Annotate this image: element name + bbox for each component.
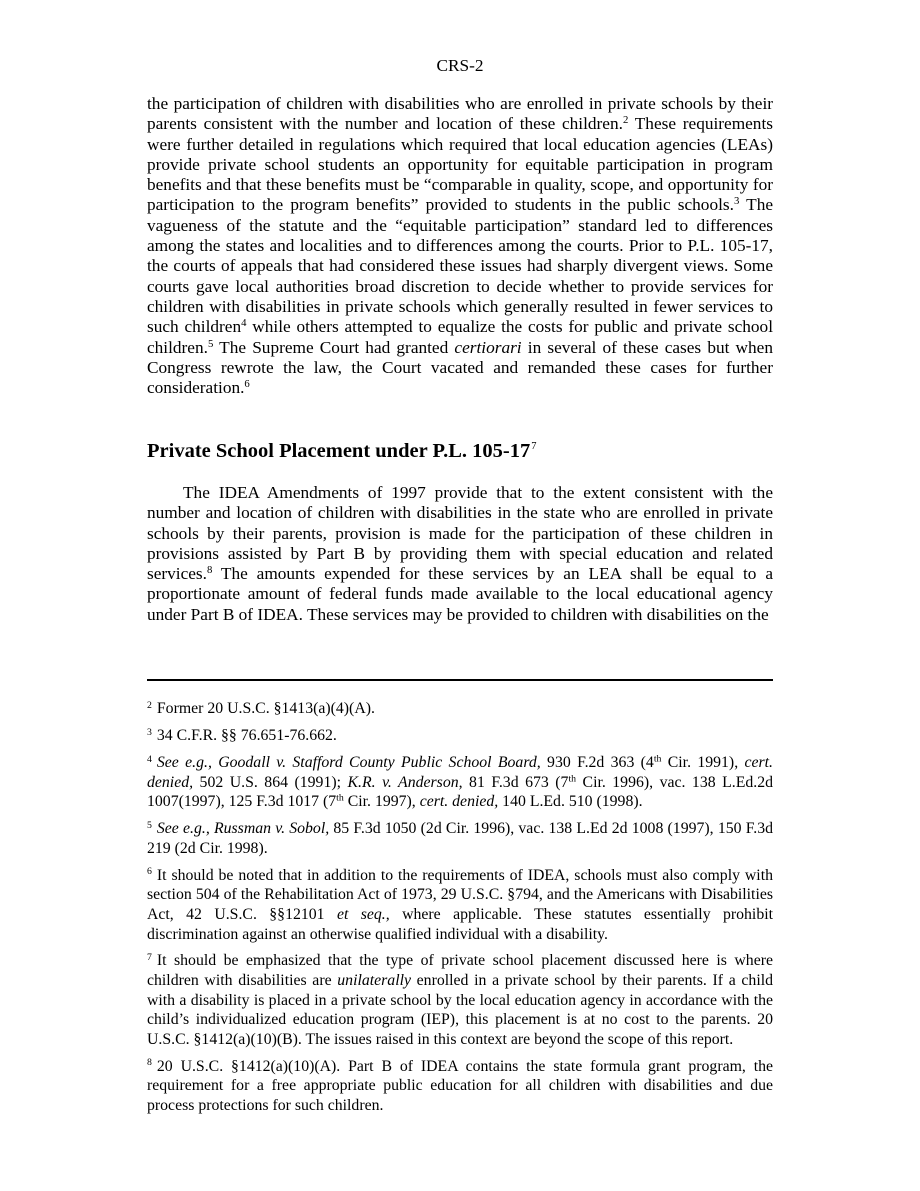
footnote-number: 3 — [147, 726, 152, 738]
italic-text-run: cert. denied, — [419, 793, 499, 811]
text-run: in several of these cases but when Congress rewrote the law, the Court vacated and remanded these cases for further consideration. — [147, 337, 773, 398]
footnote-ref: 5 — [207, 337, 214, 350]
ordinal-superscript: th — [653, 753, 662, 765]
text-run: 20 U.S.C. §1412(a)(10)(A). Part B of IDEA contains the state formula grant program, the requirement for a free appropriate public education for all children with disabilities and due process protections for such children. — [147, 1057, 773, 1115]
italic-text-run: See e.g., Goodall v. Stafford County Public School Board, — [156, 753, 541, 771]
text-run: Cir. 1991), — [661, 753, 745, 771]
text-run: 140 L.Ed. 510 (1998). — [498, 793, 643, 811]
footnote-ref: 8 — [206, 564, 213, 577]
text-run: the participation of children with disabilities who are enrolled in private schools by their parents consistent with the number and location of these children. — [147, 94, 773, 134]
text-run: It should be noted that in addition to the requirements of IDEA, schools must also comply with section 504 of the Rehabilitation Act of 1973, 29 U.S.C. §794, and the Americans with Disabilities Act, 42 U.S.C. §§12101 — [147, 866, 773, 923]
section-heading — [147, 439, 773, 463]
italic-text-run: certiorari — [454, 337, 522, 357]
italic-text-run: See e.g., Russman v. Sobol, — [156, 820, 330, 838]
footnotes — [147, 699, 773, 1123]
footnote-2 — [147, 699, 773, 719]
footnote-separator-rule — [147, 679, 773, 681]
footnote-7 — [147, 951, 773, 1049]
italic-text-run: K.R. v. Anderson, — [347, 773, 463, 791]
footnote-3 — [147, 726, 773, 746]
footnote-8 — [147, 1057, 773, 1116]
text-run: 34 C.F.R. §§ 76.651-76.662. — [156, 726, 337, 744]
text-run: Cir. 1997), — [343, 793, 420, 811]
footnote-ref: 2 — [622, 114, 629, 127]
section-heading-text: Private School Placement under P.L. 105-17 — [147, 440, 531, 462]
text-run: The vagueness of the statute and the “equitable participation” standard led to differences among the states and localities and to differences among the courts. Prior to P.L. 105-17, the courts of appeals that had considered these issues had sharply divergent views. Some courts gave local authorities broad discretion to decide whether to provide services for children with disabilities in private schools which generally resulted in fewer services to such children — [147, 195, 774, 337]
footnote-ref: 6 — [244, 378, 250, 391]
footnote-number: 4 — [147, 753, 152, 765]
text-run: These requirements were further detailed in regulations which required that local education agencies (LEAs) provide private school students an opportunity for equitable participation in program benefits and that these benefits must be “comparable in quality, scope, and opportunity for participation to the program benefits” provided to students in the public schools. — [147, 114, 773, 215]
footnote-5 — [147, 819, 773, 858]
text-run: The amounts expended for these services by an LEA shall be equal to a proportionate amount of federal funds made available to the local educational agency under Part B of IDEA. These services may be provided to children with disabilities on the — [147, 564, 773, 624]
footnote-number: 2 — [147, 699, 152, 711]
ordinal-superscript: th — [568, 773, 577, 785]
footnote-number: 5 — [147, 819, 152, 831]
text-run: 81 F.3d 673 (7 — [462, 773, 569, 791]
italic-text-run: unilaterally — [337, 972, 411, 990]
continued-paragraph — [147, 94, 773, 398]
page-header-label: CRS-2 — [436, 56, 484, 75]
section-paragraph — [147, 483, 773, 625]
text-run: where applicable. These statutes essentially prohibit discrimination against an otherwise qualified individual with a disability. — [147, 905, 773, 943]
footnote-4 — [147, 753, 773, 812]
text-run: Cir. 1996), vac. 138 L.Ed.2d 1007(1997), 125 F.3d 1017 (7 — [147, 773, 774, 811]
ordinal-superscript: th — [336, 792, 344, 804]
text-run: The IDEA Amendments of 1997 provide that to the extent consistent with the number and location of children with disabilities in the state who are enrolled in private schools by their parents, provision is made for the participation of these children in provisions assisted by Part B by providing them with special education and related services. — [147, 483, 773, 584]
text-run: The Supreme Court had granted — [213, 337, 455, 357]
footnote-number: 7 — [147, 952, 152, 964]
text-run: 930 F.2d 363 (4 — [540, 753, 654, 771]
text-run: 85 F.3d 1050 (2d Cir. 1996), vac. 138 L.Ed 2d 1008 (1997), 150 F.3d 219 (2d Cir. 1998). — [147, 820, 773, 857]
text-run: while others attempted to equalize the costs for public and private school children. — [147, 317, 773, 357]
text-run: Former 20 U.S.C. §1413(a)(4)(A). — [156, 700, 375, 717]
heading-footnote-ref: 7 — [531, 441, 537, 452]
italic-text-run: cert. denied, — [147, 753, 773, 791]
footnote-number: 8 — [147, 1057, 152, 1069]
footnote-ref: 3 — [733, 195, 740, 208]
text-run: enrolled in a private school by their parents. If a child with a disability is placed in a private school by the local education agency in accordance with the child’s individualized education program (IEP), this placement is at no cost to the parents. 20 U.S.C. §1412(a)(10)(B). The issues raised in this context are beyond the scope of this report. — [147, 972, 774, 1048]
italic-text-run: et seq., — [336, 905, 390, 923]
footnote-ref: 4 — [241, 317, 247, 330]
footnote-number: 6 — [147, 866, 152, 878]
footnote-6 — [147, 866, 773, 944]
text-run: 502 U.S. 864 (1991); — [193, 773, 348, 791]
text-run: It should be emphasized that the type of private school placement discussed here is where children with disabilities are — [147, 952, 773, 990]
